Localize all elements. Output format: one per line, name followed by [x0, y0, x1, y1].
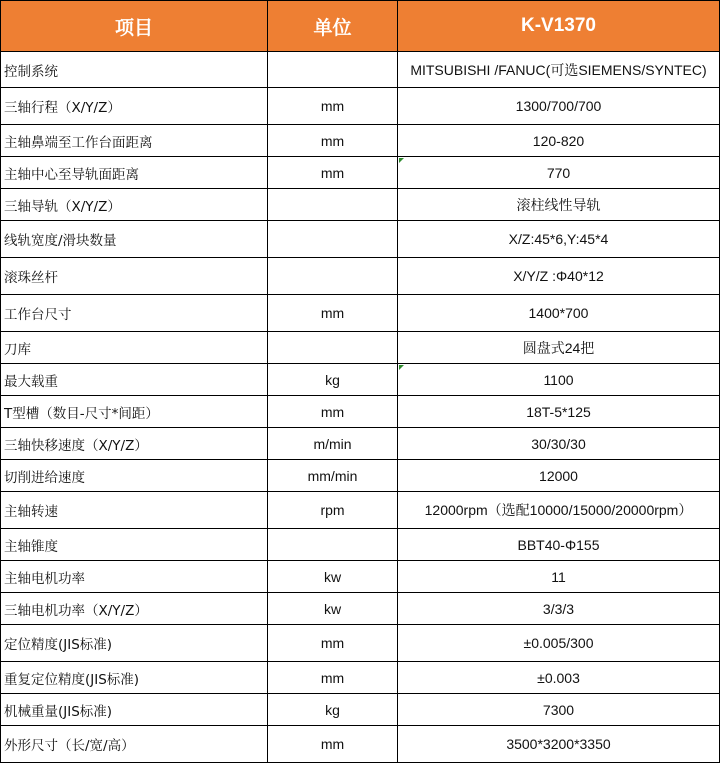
spec-value: 1400*700 [398, 295, 720, 332]
spec-unit: mm [268, 662, 398, 694]
table-row [1, 694, 720, 726]
spec-value: ±0.005/300 [398, 625, 720, 662]
spec-unit: mm [268, 625, 398, 662]
table-row [1, 258, 720, 295]
spec-name: 主轴鼻端至工作台面距离 [1, 125, 268, 157]
spec-unit: mm [268, 726, 398, 763]
header-unit: 单位 [268, 1, 398, 52]
spec-value: 12000 [398, 460, 720, 492]
spec-value: 1100 [398, 364, 720, 396]
spec-unit [268, 189, 398, 221]
spec-name: 工作台尺寸 [1, 295, 268, 332]
spec-unit: mm [268, 157, 398, 189]
table-row [1, 221, 720, 258]
spec-unit [268, 332, 398, 364]
spec-unit: kg [268, 694, 398, 726]
spec-name: 重复定位精度(JIS标准) [1, 662, 268, 694]
table-row [1, 428, 720, 460]
spec-unit: mm [268, 125, 398, 157]
spec-unit: mm [268, 396, 398, 428]
spec-name: 刀库 [1, 332, 268, 364]
table-row [1, 492, 720, 529]
spec-name: 定位精度(JIS标准) [1, 625, 268, 662]
spec-value: 11 [398, 561, 720, 593]
header-item: 项目 [1, 1, 268, 52]
table-row [1, 625, 720, 662]
spec-value: MITSUBISHI /FANUC(可选SIEMENS/SYNTEC) [398, 52, 720, 88]
spec-value: 圆盘式24把 [398, 332, 720, 364]
table-row [1, 662, 720, 694]
table-row [1, 52, 720, 88]
spec-unit: kg [268, 364, 398, 396]
spec-name: 机械重量(JIS标准) [1, 694, 268, 726]
table-row [1, 332, 720, 364]
spec-name: 线轨宽度/滑块数量 [1, 221, 268, 258]
table-row [1, 726, 720, 763]
header-model: K-V1370 [398, 1, 720, 52]
spec-value: 7300 [398, 694, 720, 726]
header-row [1, 1, 720, 52]
spec-unit [268, 529, 398, 561]
spec-unit: mm [268, 88, 398, 125]
spec-unit [268, 52, 398, 88]
spec-name: 外形尺寸（长/宽/高） [1, 726, 268, 763]
spec-value: 1300/700/700 [398, 88, 720, 125]
spec-name: 滚珠丝杆 [1, 258, 268, 295]
spec-value: 30/30/30 [398, 428, 720, 460]
table-row [1, 157, 720, 189]
spec-name: 三轴快移速度（X/Y/Z） [1, 428, 268, 460]
spec-value: 18T-5*125 [398, 396, 720, 428]
spec-unit: mm [268, 295, 398, 332]
spec-name: 主轴锥度 [1, 529, 268, 561]
spec-name: 主轴电机功率 [1, 561, 268, 593]
table-row [1, 364, 720, 396]
spec-value: ±0.003 [398, 662, 720, 694]
spec-unit [268, 258, 398, 295]
table-row [1, 396, 720, 428]
spec-name: 控制系统 [1, 52, 268, 88]
spec-name: 三轴电机功率（X/Y/Z） [1, 593, 268, 625]
table-row [1, 125, 720, 157]
spec-value: 120-820 [398, 125, 720, 157]
table-row [1, 561, 720, 593]
table-row [1, 529, 720, 561]
spec-value: X/Z:45*6,Y:45*4 [398, 221, 720, 258]
spec-name: T型槽（数目-尺寸*间距） [1, 396, 268, 428]
spec-value: 770 [398, 157, 720, 189]
spec-unit: m/min [268, 428, 398, 460]
spec-unit [268, 221, 398, 258]
table-row [1, 88, 720, 125]
table-row [1, 460, 720, 492]
spec-name: 主轴转速 [1, 492, 268, 529]
table-row [1, 295, 720, 332]
spec-unit: kw [268, 561, 398, 593]
spec-value: 3500*3200*3350 [398, 726, 720, 763]
table-row [1, 189, 720, 221]
spec-name: 主轴中心至导轨面距离 [1, 157, 268, 189]
spec-value: X/Y/Z :Φ40*12 [398, 258, 720, 295]
spec-value: BBT40-Φ155 [398, 529, 720, 561]
spec-name: 三轴行程（X/Y/Z） [1, 88, 268, 125]
spec-value: 12000rpm（选配10000/15000/20000rpm） [398, 492, 720, 529]
spec-unit: kw [268, 593, 398, 625]
spec-value: 滚柱线性导轨 [398, 189, 720, 221]
spec-unit: mm/min [268, 460, 398, 492]
spec-name: 三轴导轨（X/Y/Z） [1, 189, 268, 221]
spec-value: 3/3/3 [398, 593, 720, 625]
spec-name: 最大载重 [1, 364, 268, 396]
spec-unit: rpm [268, 492, 398, 529]
spec-name: 切削进给速度 [1, 460, 268, 492]
table-row [1, 593, 720, 625]
